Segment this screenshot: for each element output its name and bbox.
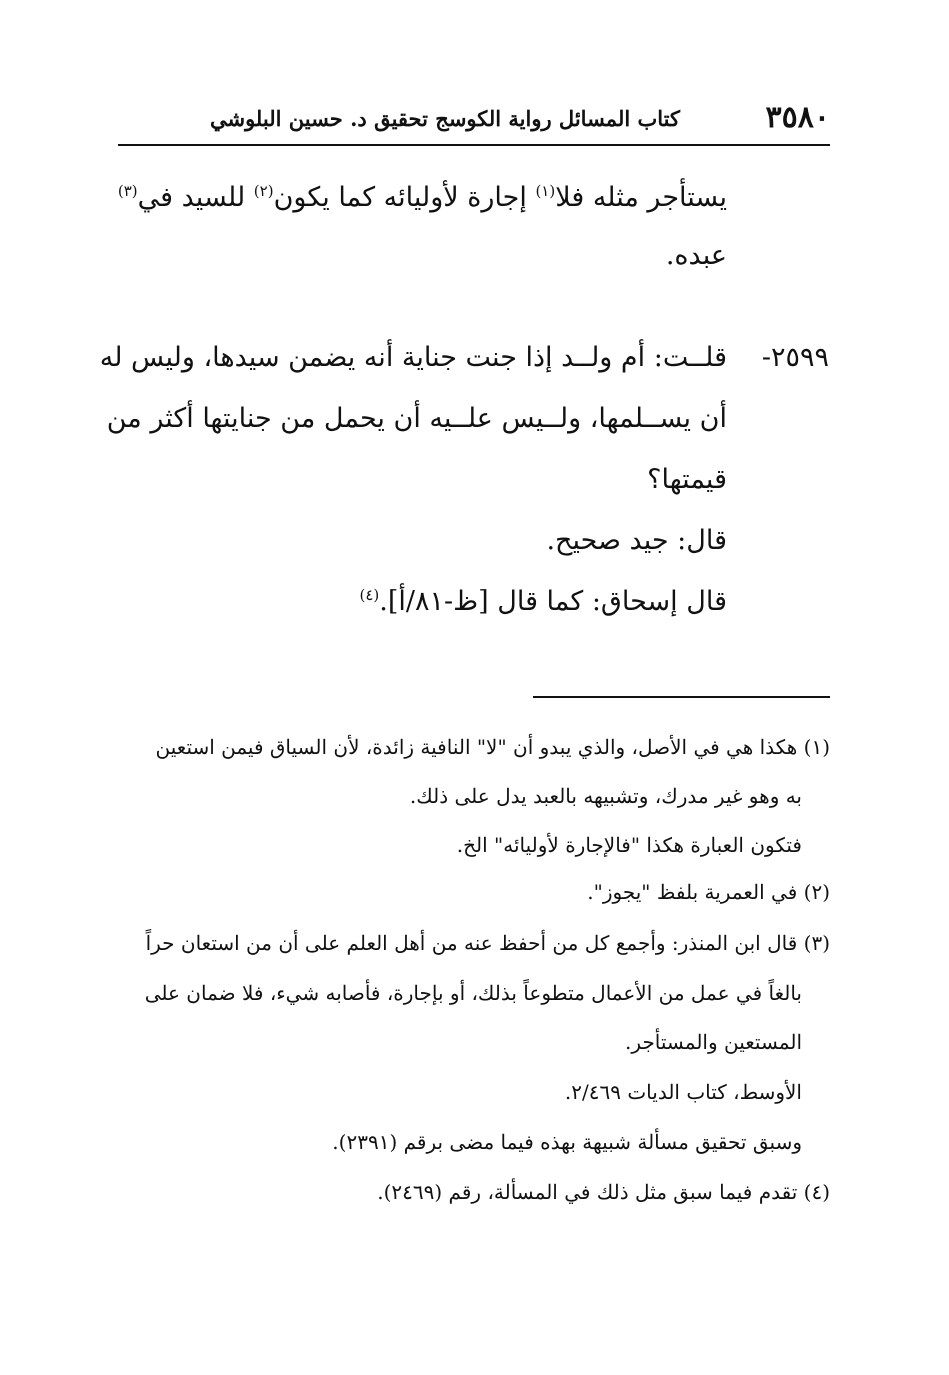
- footnote-1-line-1: (١) هكذا هي في الأصل، والذي يبدو أن "لا" النافية زائدة، لأن السياق فيمن استعين: [155, 735, 830, 759]
- question-line-2: أن يســلمها، ولــيس علــيه أن يحمل من جنايتها أكثر من: [106, 403, 727, 434]
- ishaq-answer-text: قال إسحاق: كما قال [ظ-٨١/أ].: [379, 586, 727, 617]
- footnote-1-line-3: فتكون العبارة هكذا "فالإجارة لأوليائه" الخ.: [456, 833, 802, 857]
- running-title: كتاب المسائل رواية الكوسج تحقيق د. حسين البلوشي: [209, 106, 680, 131]
- footnote-3-line-1: (٣) قال ابن المنذر: وأجمع كل من أحفظ عنه من أهل العلم على أن من استعان حراً: [145, 931, 830, 955]
- question-number: ٢٥٩٩-: [761, 342, 829, 373]
- page-header: [118, 96, 830, 146]
- footnote-ref-3: (٣): [117, 182, 138, 200]
- footnote-4: (٤) تقدم فيما سبق مثل ذلك في المسألة، رقم (٢٤٦٩).: [377, 1180, 830, 1204]
- continuation-text-b: إجارة لأوليائه كما يكون: [273, 182, 536, 213]
- footnote-3-line-5: وسبق تحقيق مسألة شبيهة بهذه فيما مضى برقم (٢٣٩١).: [332, 1130, 802, 1154]
- continuation-text-c: للسيد في: [137, 182, 254, 213]
- footnote-ref-1: (١): [535, 182, 556, 200]
- footnote-3-line-4: الأوسط، كتاب الديات ٢/٤٦٩.: [564, 1080, 802, 1104]
- answer-line: قال: جيد صحيح.: [546, 525, 727, 556]
- footnote-ref-2: (٢): [253, 182, 274, 200]
- footnote-2: (٢) في العمرية بلفظ "يجوز".: [587, 880, 830, 904]
- footnote-3-line-3: المستعين والمستأجر.: [625, 1030, 802, 1054]
- footnote-1-line-2: به وهو غير مدرك، وتشبيهه بالعبد يدل على ذلك.: [409, 784, 802, 808]
- footnote-3-line-2: بالغاً في عمل من الأعمال متطوعاً بذلك، أو بإجارة، فأصابه شيء، فلا ضمان على: [144, 981, 802, 1005]
- footnote-ref-4: (٤): [359, 586, 380, 604]
- page-number: ٣٥٨٠: [765, 100, 830, 135]
- footnote-divider: [533, 696, 830, 698]
- continuation-line-2: عبده.: [665, 240, 727, 271]
- continuation-text-a: يستأجر مثله فلا: [555, 182, 727, 213]
- continuation-line-1: [118, 182, 727, 213]
- ishaq-answer-line: [360, 586, 728, 617]
- question-line-3: قيمتها؟: [647, 464, 727, 495]
- question-line-1: قلــت: أم ولــد إذا جنت جناية أنه يضمن سيدها، وليس له: [99, 342, 727, 373]
